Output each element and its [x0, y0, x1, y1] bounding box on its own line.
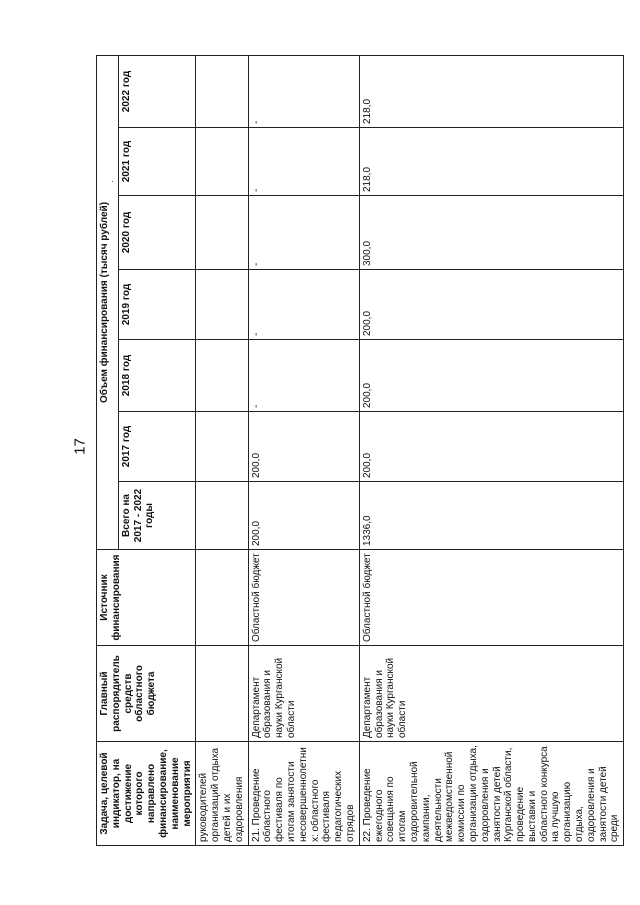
page-number: 17 [71, 438, 89, 455]
header-year-2019: 2019 год [118, 270, 196, 340]
cell-2018: 200,0 [359, 340, 624, 412]
cell-2017: 200,0 [359, 412, 624, 482]
header-year-2021: 2021 год [118, 128, 196, 196]
header-year-2022: 2022 год [118, 55, 196, 127]
cell-task: 21. Проведение областного фестиваля по итогам занятости несовершеннолетних: областного фестиваля педагогических отрядов [248, 742, 359, 846]
header-volume-group: Объем финансирования (тысяч рублей) [97, 55, 119, 549]
cell-manager: Департамент образования и науки Курганской области [359, 646, 624, 742]
cell-source: Областной бюджет [248, 550, 359, 646]
cell-2020: 300,0 [359, 196, 624, 270]
cell-2018 [196, 340, 248, 412]
cell-2022: - [248, 55, 359, 127]
cell-source: Областной бюджет [359, 550, 624, 646]
header-year-2020: 2020 год [118, 196, 196, 270]
cell-2021: 218,0 [359, 128, 624, 196]
header-manager: Главный распорядитель средств областного бюджета [97, 646, 196, 742]
header-year-total: Всего на 2017 - 2022 годы [118, 482, 196, 550]
header-year-2017: 2017 год [118, 412, 196, 482]
cell-2021 [196, 128, 248, 196]
cell-manager [196, 646, 248, 742]
cell-manager: Департамент образования и науки Курганской области [248, 646, 359, 742]
cell-2022: 218,0 [359, 55, 624, 127]
cell-task: руководителей организаций отдыха детей и их оздоровления [196, 742, 248, 846]
rotated-table-container [96, 56, 621, 846]
cell-total [196, 482, 248, 550]
cell-total: 200,0 [248, 482, 359, 550]
cell-2017 [196, 412, 248, 482]
header-year-2018: 2018 год [118, 340, 196, 412]
cell-source [196, 550, 248, 646]
cell-2021: - [248, 128, 359, 196]
financing-table [96, 55, 624, 846]
cell-2019: 200,0 [359, 270, 624, 340]
cell-2019: - [248, 270, 359, 340]
cell-task: 22. Проведение ежегодного совещания по итогам оздоровительной кампании, деятельности межведомственной комиссии по организации отдыха, оздоровления и занятости детей Курганской области, проведение выставки и областного конкурса на лучшую организацию отдыха, оздоровления и занятости детей среди [359, 742, 624, 846]
cell-total: 1336,0 [359, 482, 624, 550]
table-row [196, 55, 248, 845]
header-source: Источник финансирования [97, 550, 196, 646]
cell-2017: 200,0 [248, 412, 359, 482]
cell-2020: - [248, 196, 359, 270]
table-row [359, 55, 624, 845]
header-task: Задача, целевой индикатор, на достижение которого направлено финансирование, наименование мероприятия [97, 742, 196, 846]
cell-2018: - [248, 340, 359, 412]
cell-2019 [196, 270, 248, 340]
cell-2020 [196, 196, 248, 270]
table-row [248, 55, 359, 845]
cell-2022 [196, 55, 248, 127]
